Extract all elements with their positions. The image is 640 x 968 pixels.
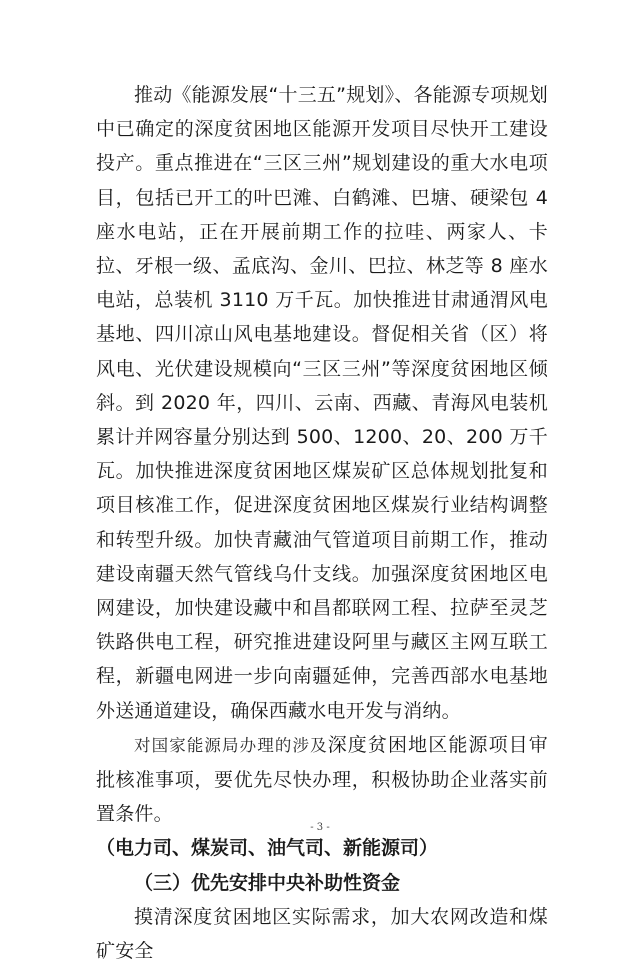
paragraph-approval-lead: 对国家能源局办理的涉及 — [134, 735, 328, 755]
paragraph-energy-projects: 推动《能源发展“十三五”规划》、各能源专项规划中已确定的深度贫困地区能源开发项目尽快开工建设投产。重点推进在“三区三州”规划建设的重大水电项目，包括已开工的叶巴滩、白鹤滩、巴塘、硬梁包 4 座水电站，正在开展前期工作的拉哇、两家人、卡拉、牙根一级、孟底沟、金川、巴拉、林芝等 8 座水电站，总装机 3110 万千瓦。加快推进甘肃通渭风电基地、四川凉山风电基地建设。督促相关省（区）将风电、光伏建设规模向“三区三州”等深度贫困地区倾斜。到 2020 年，四川、云南、西藏、青海风电装机累计并网容量分别达到 500、1200、20、200 万千瓦。加快推进深度贫困地区煤炭矿区总体规划批复和项目核准工作，促进深度贫困地区煤炭行业结构调整和转型升级。加快青藏油气管道项目前期工作，推动建设南疆天然气管线乌什支线。加强深度贫困地区电网建设，加快建设藏中和昌都联网工程、拉萨至灵芝铁路供电工程，研究推进建设阿里与藏区主网互联工程，新疆电网进一步向南疆延伸，完善西部水电基地外送通道建设，确保西藏水电开发与消纳。 — [96, 84, 548, 722]
document-body — [96, 78, 548, 968]
paragraph-approval-rest: 深度贫困地区能源项目审批核准事项，要优先尽快办理，积极协助企业落实前置条件。 — [96, 733, 548, 826]
section-heading: （三）优先安排中央补助性资金 — [134, 871, 401, 894]
paragraph-approval — [96, 728, 548, 832]
paragraph-funding: 摸清深度贫困地区实际需求，加大农网改造和煤矿安全 — [96, 905, 548, 963]
responsible-units: （电力司、煤炭司、油气司、新能源司） — [96, 837, 439, 860]
page-number: - 3 - — [310, 822, 330, 833]
